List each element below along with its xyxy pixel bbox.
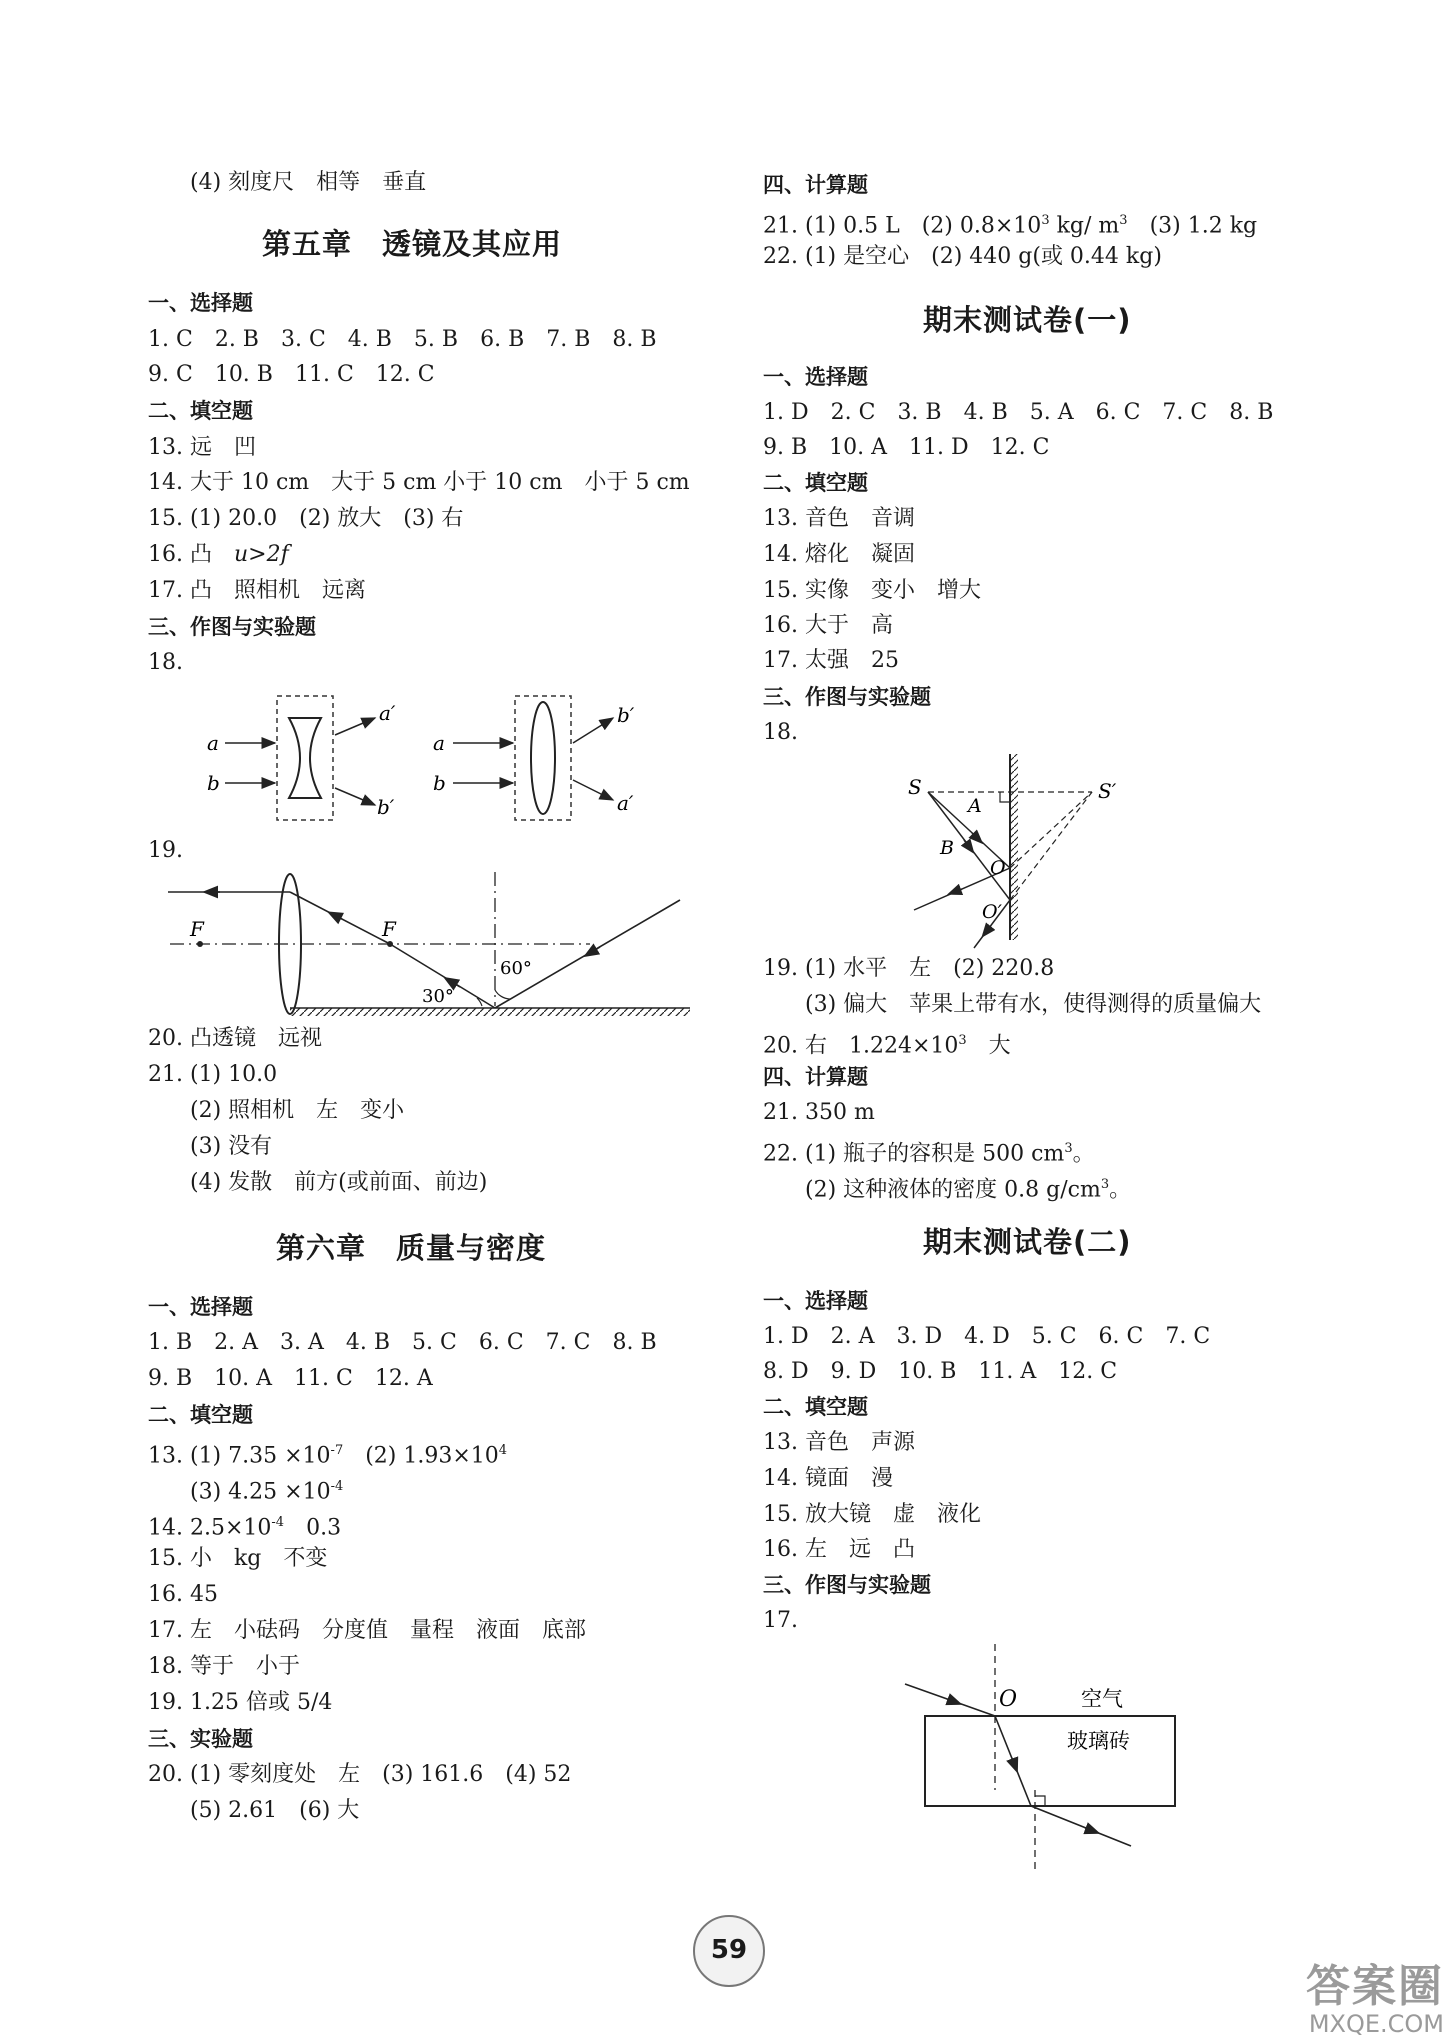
chapter-6-title: 第六章 质量与密度 <box>276 1231 547 1265</box>
chapter-5-title: 第五章 透镜及其应用 <box>262 227 563 261</box>
answer-line: 17. 左 小砝码 分度值 量程 液面 底部 <box>148 1618 586 1643</box>
label-glass: 玻璃砖 <box>1067 1729 1130 1753</box>
answer-line: 8. D 9. D 10. B 11. A 12. C <box>763 1359 1118 1384</box>
answer-line: 21. (1) 10.0 <box>148 1062 278 1087</box>
answer-line: 13. 音色 声源 <box>763 1430 915 1455</box>
answer-line: 18. <box>148 650 183 675</box>
watermark-url: MXQE.COM <box>1308 2010 1444 2038</box>
label-S-prime: S′ <box>1098 779 1117 803</box>
answer-line: 14. 大于 10 cm 大于 5 cm 小于 10 cm 小于 5 cm <box>148 470 690 495</box>
answer-line: 16. 左 远 凸 <box>763 1537 915 1562</box>
label-air: 空气 <box>1081 1687 1123 1711</box>
label-S: S <box>908 775 922 799</box>
answer-line: 20. 右 $1.224\times 10^3$ 大 <box>763 1033 1011 1059</box>
answer-line: 1. D 2. A 3. D 4. D 5. C 6. C 7. C <box>763 1324 1211 1349</box>
answer-line: 13. 远 凹 <box>148 435 256 460</box>
answer-line: 15. (1) 20.0 (2) 放大 (3) 右 <box>148 506 464 531</box>
label-a: a <box>207 731 219 755</box>
answer-line: 20. (1) 零刻度处 左 (3) 161.6 (4) 52 <box>148 1762 572 1787</box>
answer-line: (5) 2.61 (6) 大 <box>190 1798 360 1823</box>
answer-line: 1. B 2. A 3. A 4. B 5. C 6. C 7. C 8. B <box>148 1330 657 1355</box>
section-fill: 二、填空题 <box>148 399 253 423</box>
label-A: A <box>968 795 982 817</box>
answer-line: 9. B 10. A 11. D 12. C <box>763 435 1050 460</box>
answer-line: (2) 这种液体的密度 0.8 $g/cm^3$。 <box>805 1177 1132 1203</box>
label-a-prime: a′ <box>617 791 634 815</box>
focus-label-right: F <box>382 917 396 941</box>
answer-line: 18. 等于 小于 <box>148 1654 300 1679</box>
label-O-prime: O′ <box>982 901 1002 923</box>
answer-line: 17. 太强 25 <box>763 648 899 673</box>
answer-line: 19. (1) 水平 左 (2) 220.8 <box>763 956 1055 981</box>
angle-60-label: 60° <box>500 958 532 979</box>
answer-line: 20. 凸透镜 远视 <box>148 1026 322 1051</box>
section-choice: 一、选择题 <box>148 291 253 315</box>
answer-line: 9. B 10. A 11. C 12. A <box>148 1366 433 1391</box>
answer-line: 9. C 10. B 11. C 12. C <box>148 362 435 387</box>
exam-1-title: 期末测试卷(一) <box>923 303 1132 337</box>
section-drawing: 三、作图与实验题 <box>763 685 931 709</box>
answer-line: 16. 大于 高 <box>763 613 893 638</box>
label-b: b <box>433 771 446 795</box>
label-O: O <box>999 1687 1018 1712</box>
angle-30-label: 30° <box>422 986 454 1007</box>
section-experiment: 三、实验题 <box>148 1727 253 1751</box>
answer-line: 18. <box>763 720 798 745</box>
section-choice: 一、选择题 <box>763 1289 868 1313</box>
answer-line: 1. C 2. B 3. C 4. B 5. B 6. B 7. B 8. B <box>148 327 657 352</box>
exam-2-title: 期末测试卷(二) <box>923 1225 1132 1259</box>
answer-line: 13. 音色 音调 <box>763 506 915 531</box>
answer-line: 15. 小 kg 不变 <box>148 1546 328 1571</box>
answer-line: 15. 实像 变小 增大 <box>763 578 981 603</box>
label-a: a <box>433 731 445 755</box>
answer-line: 17. <box>763 1608 798 1633</box>
label-B: B <box>940 837 954 859</box>
lens-mirror-figure-19 <box>160 868 700 1018</box>
section-fill: 二、填空题 <box>148 1403 253 1427</box>
section-calculation: 四、计算题 <box>763 1065 868 1089</box>
answer-line: 19. 1.25 倍或 5/4 <box>148 1690 333 1715</box>
answer-line: 13. (1) $7.35 \times 10^{-7}$ (2) $1.93\times 10^4$ <box>148 1443 508 1469</box>
answer-line: 15. 放大镜 虚 液化 <box>763 1502 981 1527</box>
answer-line: 14. $2.5\times 10^{-4}$ 0.3 <box>148 1515 342 1541</box>
mirror-figure-18 <box>902 750 1182 950</box>
section-drawing: 三、作图与实验题 <box>763 1573 931 1597</box>
answer-line: 22. (1) 瓶子的容积是 500 $cm^3$。 <box>763 1141 1095 1167</box>
label-b-prime: b′ <box>377 795 395 819</box>
answer-line: 19. <box>148 838 183 863</box>
page-number: 59 <box>693 1915 765 1987</box>
answer-line: 22. (1) 是空心 (2) 440 g(或 0.44 kg) <box>763 244 1162 269</box>
section-fill: 二、填空题 <box>763 471 868 495</box>
answer-line: 16. 凸 u>2f <box>148 542 289 567</box>
section-choice: 一、选择题 <box>763 365 868 389</box>
section-drawing: 三、作图与实验题 <box>148 615 316 639</box>
answer-line: 21. 350 m <box>763 1100 875 1125</box>
label-O: O <box>990 857 1006 879</box>
label-a-prime: a′ <box>379 701 396 725</box>
answer-line: (3) $4.25 \times 10^{-4}$ <box>190 1479 344 1505</box>
refraction-figure-17 <box>895 1640 1225 1880</box>
answer-line: (3) 偏大 苹果上带有水，使得测得的质量偏大 <box>805 992 1262 1017</box>
section-fill: 二、填空题 <box>763 1395 868 1419</box>
answer-line: 14. 熔化 凝固 <box>763 542 915 567</box>
watermark-logo: 答案圈 <box>1306 1961 1444 2012</box>
answer-line: 1. D 2. C 3. B 4. B 5. A 6. C 7. C 8. B <box>763 400 1274 425</box>
section-choice: 一、选择题 <box>148 1295 253 1319</box>
prev-answer-line: (4) 刻度尺 相等 垂直 <box>190 170 427 195</box>
label-b: b <box>207 771 220 795</box>
focus-label-left: F <box>190 917 204 941</box>
answer-line: 14. 镜面 漫 <box>763 1466 893 1491</box>
lens-figure-18 <box>195 690 655 830</box>
answer-line: 21. (1) 0.5 L (2) $0.8\times 10^3$ kg/ $m^3$ (3) 1.2 kg <box>763 213 1258 239</box>
answer-line: 17. 凸 照相机 远离 <box>148 578 366 603</box>
answer-line: 16. 45 <box>148 1582 218 1607</box>
label-b-prime: b′ <box>617 703 635 727</box>
answer-line: (4) 发散 前方(或前面、前边) <box>190 1170 488 1195</box>
site-watermark <box>1306 1963 1444 2037</box>
section-calculation: 四、计算题 <box>763 173 868 197</box>
answer-line: (3) 没有 <box>190 1134 273 1159</box>
answer-line: (2) 照相机 左 变小 <box>190 1098 405 1123</box>
